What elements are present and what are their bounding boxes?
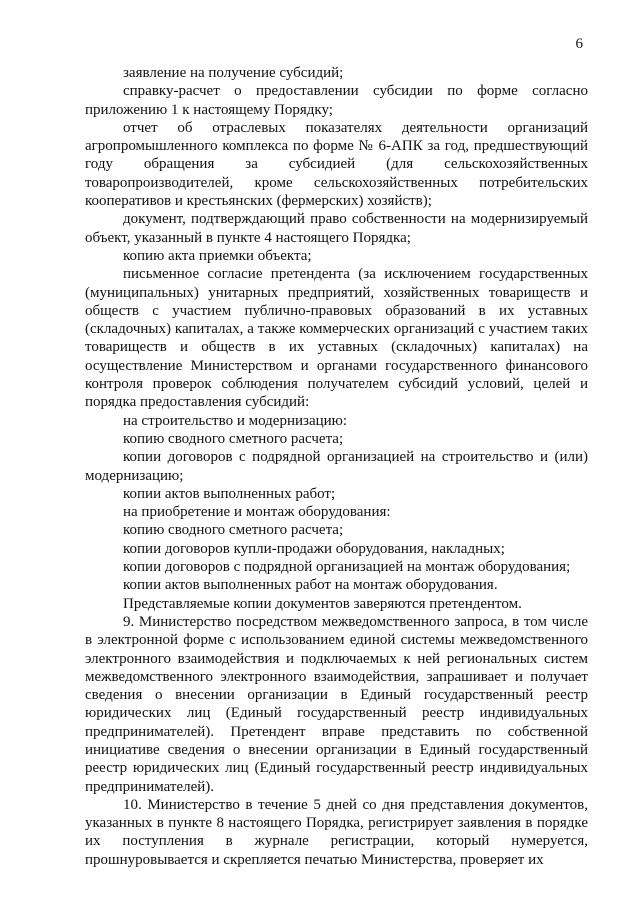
paragraph: копии договоров с подрядной организацией на строительство и (или) модернизацию; [85, 449, 588, 484]
paragraph: копию акта приемки объекта; [123, 247, 312, 264]
paragraph: копии актов выполненных работ; [123, 485, 336, 502]
paragraph: отчет об отраслевых показателях деятельности организаций агропромышленного комплекса по форме № 6-АПК за год, предшествующий году обращения за субсидией (для сельскохозяйственных товаропроизводителей, кроме сельскохозяйственных потребительских кооперативов и крестьянских (фермерских) хозяйств); [85, 119, 588, 210]
paragraph: заявление на получение субсидий; [123, 65, 344, 81]
page-number: 6 [575, 36, 583, 52]
paragraph: Представляемые копии документов заверяются претендентом. [123, 595, 522, 612]
paragraph: документ, подтверждающий право собственности на модернизируемый объект, указанный в пункте 4 настоящего Порядка; [85, 211, 588, 246]
paragraph: на приобретение и монтаж оборудования: [123, 504, 391, 521]
paragraph: письменное согласие претендента (за исключением государственных (муниципальных) унитарных предприятий, хозяйственных товариществ и обществ с участием публично-правовых образований в их уставных (складочных) капиталах, а также коммерческих организаций с участием таких товариществ и обществ в их уставных (складочных) капиталах) на осуществление Министерством и органами государственного финансового контроля проверок соблюдения получателем субсидий условий, целей и порядка предоставления субсидий: [85, 266, 588, 411]
paragraph: копии договоров с подрядной организацией на монтаж оборудования; [123, 559, 571, 576]
paragraph: 9. Министерство посредством межведомственного запроса, в том числе в электронной форме с использованием единой системы межведомственного электронного взаимодействия и подключаемых к ней региональных систем межведомственного электронного взаимодействия, запрашивает и получает сведения о внесении организации в Единый государственный реестр юридических лиц (Единый государственный реестр индивидуальных предпринимателей). Претендент вправе представить по собственной инициативе сведения о внесении организации в Единый государственный реестр юридических лиц (Единый государственный реестр индивидуальных предпринимателей). [85, 613, 588, 795]
paragraph: копии актов выполненных работ на монтаж оборудования. [123, 577, 498, 594]
paragraph: на строительство и модернизацию: [123, 412, 348, 429]
paragraph: копии договоров купли-продажи оборудования, накладных; [123, 540, 505, 557]
document-body [85, 64, 588, 869]
paragraph: справку-расчет о предоставлении субсидии по форме согласно приложению 1 к настоящему Порядку; [85, 83, 588, 118]
paragraph: копию сводного сметного расчета; [123, 430, 344, 447]
paragraph: копию сводного сметного расчета; [123, 522, 344, 539]
paragraph: 10. Министерство в течение 5 дней со дня представления документов, указанных в пункте 8 настоящего Порядка, регистрирует заявления в порядке их поступления в журнале регистрации, который нумеруется, прошнуровывается и скрепляется печатью Министерства, проверяет их [85, 796, 588, 868]
